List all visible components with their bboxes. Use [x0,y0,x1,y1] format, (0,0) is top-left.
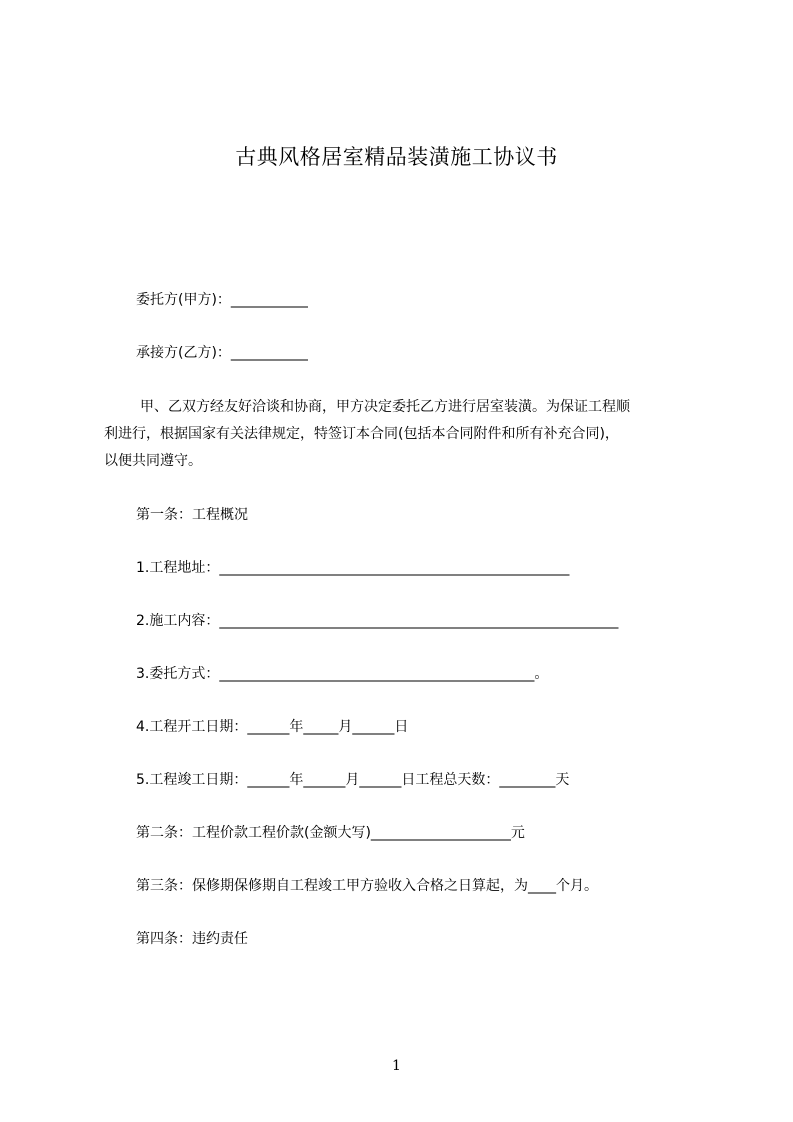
intro-line-2: 利进行，根据国家有关法律规定，特签订本合同(包括本合同附件和所有补充合同)， [104,426,619,442]
item-start-date: 4.工程开工日期：______年_____月______日 [136,719,409,735]
intro-line-3: 以便共同遵守。 [104,453,202,469]
article-3-warranty: 第三条：保修期保修期自工程竣工甲方验收入合格之日算起，为____个月。 [136,878,598,894]
document-title: 古典风格居室精品装潢施工协议书 [235,145,558,169]
intro-paragraph [104,394,666,475]
page-number: 1 [392,1058,401,1074]
item-commission-method: 3.委托方式：_____________________________________________。 [136,666,549,682]
item-completion-date: 5.工程竣工日期：______年______月______日工程总天数：________天 [136,772,570,788]
article-2-price: 第二条：工程价款工程价款(金额大写)____________________元 [136,825,525,841]
party-a-line: 委托方(甲方)：___________ [136,292,308,308]
intro-line-1: 甲、乙双方经友好洽谈和协商，甲方决定委托乙方进行居室装潢。为保证工程顺 [140,399,630,415]
item-construction-content: 2.施工内容：_________________________________________________________ [136,613,619,629]
party-b-line: 承接方(乙方)：___________ [136,345,308,361]
article-4-heading: 第四条：违约责任 [136,931,248,947]
article-1-heading: 第一条：工程概况 [136,507,248,523]
item-project-address: 1.工程地址：__________________________________________________ [136,560,570,576]
